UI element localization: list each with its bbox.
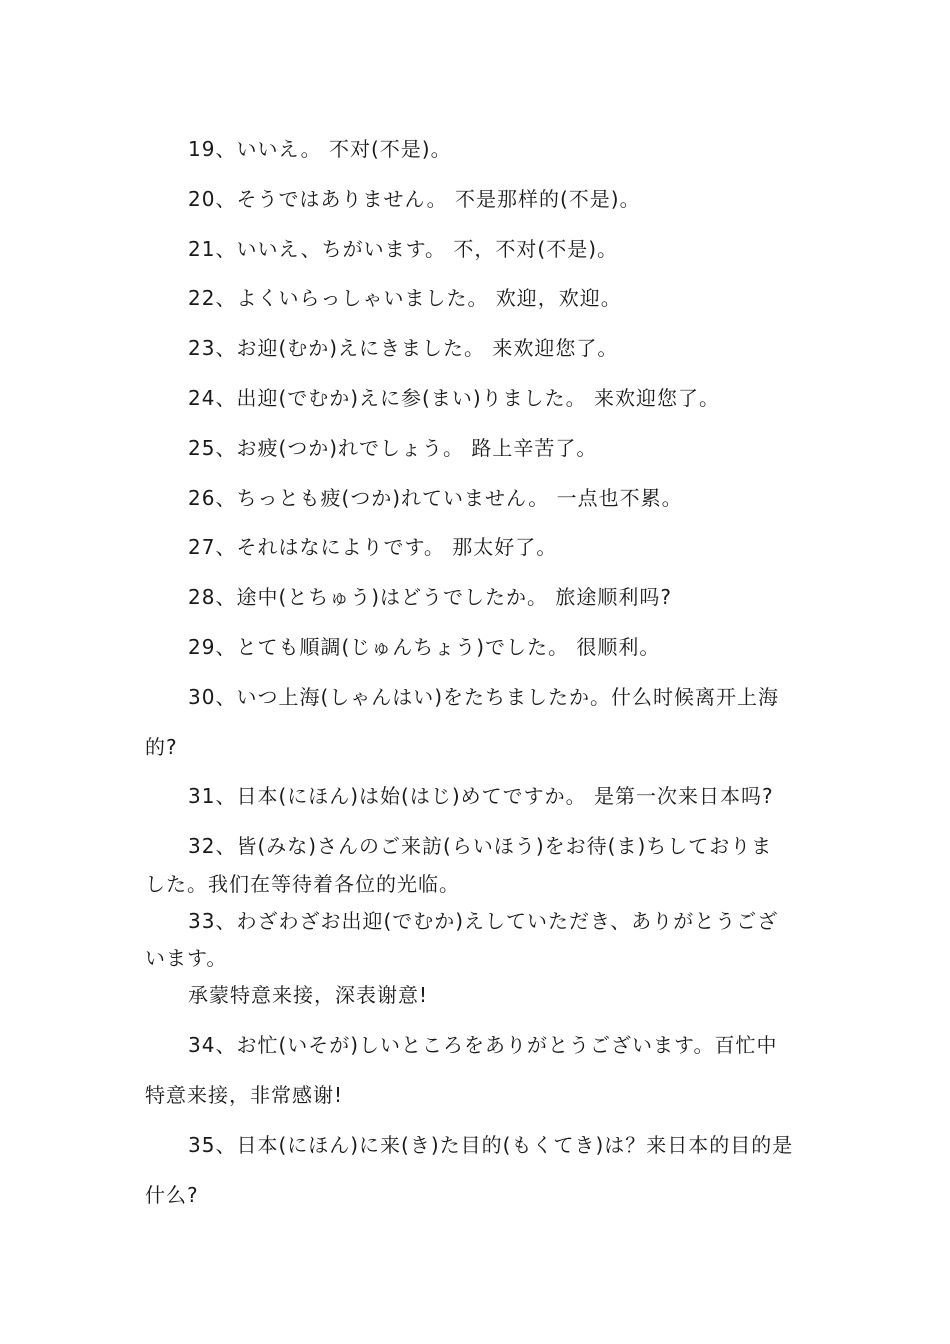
text-line: 30、いつ上海(しゃんはい)をたちましたか。什么时候离开上海 (188, 685, 780, 709)
text-line: 28、途中(とちゅう)はどうでしたか。 旅途顺利吗? (188, 585, 673, 609)
text-line: 的? (145, 735, 178, 759)
text-line: 22、よくいらっしゃいました。 欢迎，欢迎。 (188, 286, 622, 310)
text-line: 26、ちっとも疲(つか)れていません。 一点也不累。 (188, 486, 683, 510)
text-line: 特意来接，非常感谢! (145, 1083, 344, 1107)
text-line: 20、そうではありません。 不是那样的(不是)。 (188, 187, 641, 211)
text-line: 34、お忙(いそが)しいところをありがとうございます。百忙中 (188, 1033, 778, 1057)
text-line: 23、お迎(むか)えにきました。 来欢迎您了。 (188, 336, 619, 360)
text-line: 35、日本(にほん)に来(き)た目的(もくてき)は？来日本的目的是 (188, 1133, 794, 1157)
text-line: 什么? (145, 1183, 199, 1207)
text-line: 承蒙特意来接，深表谢意! (188, 983, 429, 1007)
text-line: 31、日本(にほん)は始(はじ)めてですか。 是第一次来日本吗? (188, 784, 774, 808)
text-line: 19、いいえ。 不对(不是)。 (188, 137, 452, 161)
text-line: 27、それはなによりです。 那太好了。 (188, 535, 558, 559)
text-line: 29、とても順調(じゅんちょう)でした。 很顺利。 (188, 635, 661, 659)
text-line: 24、出迎(でむか)えに参(まい)りました。 来欢迎您了。 (188, 386, 721, 410)
text-line: 32、皆(みな)さんのご来訪(らいほう)をお待(ま)ちしておりま (188, 834, 773, 858)
text-line: した。我们在等待着各位的光临。 (145, 872, 460, 896)
text-line: 25、お疲(つか)れでしょう。 路上辛苦了。 (188, 436, 598, 460)
text-line: います。 (145, 946, 228, 970)
text-line: 33、わざわざお出迎(でむか)えしていただき、ありがとうござ (188, 909, 779, 933)
text-line: 21、いいえ、ちがいます。 不，不对(不是)。 (188, 237, 619, 261)
